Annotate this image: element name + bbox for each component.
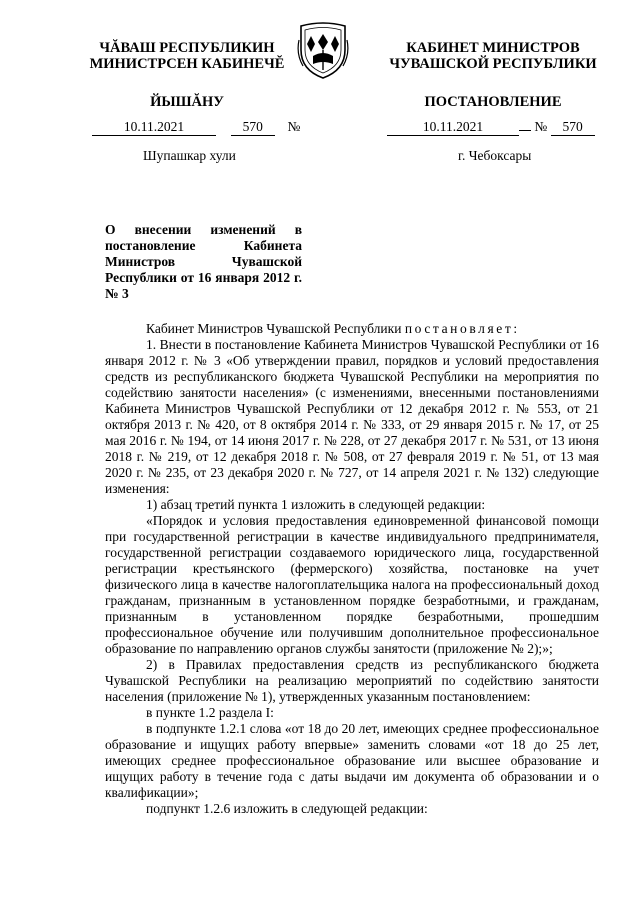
city-russian: г. Чебоксары bbox=[458, 148, 532, 163]
intro-lead: Кабинет Министров Чувашской Республики bbox=[146, 321, 405, 336]
date-russian: 10.11.2021 bbox=[387, 119, 519, 136]
city-chuvash: Шупашкар хули bbox=[143, 148, 236, 163]
paragraph-6: в подпункте 1.2.1 слова «от 18 до 20 лет, имеющих среднее профессиональное образование и ищущих работу впервые» заменить словами «от 18 до 25 лет, имеющих среднее профессиональное образование или высшее образование и ищущих работу в течение года с даты выдачи им документа об образовании и о квалификации»; bbox=[105, 721, 599, 800]
header-right bbox=[378, 40, 608, 110]
document-subject: О внесении изменений в постановление Кабинета Министров Чувашской Республики от 16 января 2012 г. № 3 bbox=[105, 222, 302, 301]
paragraph-3: «Порядок и условия предоставления единовременной финансовой помощи при государственной регистрации в качестве индивидуального предпринимателя, государственной регистрации создаваемого юридического лица, государственной регистрации крестьянского (фермерского) хозяйства, постановке на учет физического лица в качестве налогоплательщика налога на профессиональный доход гражданам, признанным в установленном порядке безработными, и гражданам, признанным в установленном порядке безработными, прошедшим профессиональное обучение или получившим дополнительное профессиональное образование по направлению органов службы занятости (приложение № 2);»; bbox=[105, 513, 599, 656]
intro-paragraph bbox=[105, 321, 599, 337]
number-sign-chuvash: № bbox=[287, 119, 301, 134]
republic-name-chuvash: ЧĂВАШ РЕСПУБЛИКИН bbox=[99, 40, 275, 56]
cabinet-name-chuvash: МИНИСТРСЕН КАБИНЕЧĔ bbox=[89, 56, 285, 72]
dateline-chuvash bbox=[92, 119, 300, 136]
paragraph-2: 1) абзац третий пункта 1 изложить в следующей редакции: bbox=[146, 497, 486, 512]
republic-name-russian: ЧУВАШСКОЙ РЕСПУБЛИКИ bbox=[389, 56, 597, 72]
chuvash-coat-of-arms-icon bbox=[297, 20, 349, 80]
date-chuvash: 10.11.2021 bbox=[92, 119, 216, 136]
paragraph-5: в пункте 1.2 раздела I: bbox=[146, 705, 274, 720]
number-sign-russian: № bbox=[534, 119, 548, 134]
doc-type-chuvash: ЙЫШĂНУ bbox=[150, 94, 224, 110]
cabinet-name-russian: КАБИНЕТ МИНИСТРОВ bbox=[406, 40, 580, 56]
doc-type-russian: ПОСТАНОВЛЕНИЕ bbox=[424, 94, 562, 110]
paragraph-1: 1. Внести в постановление Кабинета Министров Чувашской Республики от 16 января 2012 г. № 3 «Об утверждении правил, порядков и условий предоставления средств из республиканского бюджета Чувашской Республики на мероприятия по содействию занятости населения» (с изменениями, внесенными постановлениями Кабинета Министров Чувашской Республики от 12 декабря 2012 г. № 553, от 21 октября 2013 г. № 420, от 8 октября 2014 г. № 333, от 29 января 2015 г. № 17, от 25 мая 2016 г. № 194, от 14 июня 2017 г. № 228, от 27 декабря 2017 г. № 531, от 13 июня 2018 г. № 219, от 12 декабря 2018 г. № 508, от 27 февраля 2019 г. № 51, от 13 мая 2020 г. № 235, от 23 декабря 2020 г. № 727, от 14 апреля 2021 г. № 132) следующие изменения: bbox=[105, 337, 599, 496]
number-chuvash: 570 bbox=[231, 119, 275, 136]
paragraph-7: подпункт 1.2.6 изложить в следующей редакции: bbox=[146, 801, 428, 816]
document-body bbox=[105, 321, 599, 817]
dateline-russian bbox=[387, 119, 595, 136]
header-left bbox=[72, 40, 302, 110]
number-russian: 570 bbox=[551, 119, 595, 136]
paragraph-4: 2) в Правилах предоставления средств из республиканского бюджета Чувашской Республики на реализацию мероприятий по содействию занятости населения (приложение № 1), утвержденных указанным постановлением: bbox=[105, 657, 599, 704]
intro-verb: постановляет: bbox=[404, 321, 520, 336]
